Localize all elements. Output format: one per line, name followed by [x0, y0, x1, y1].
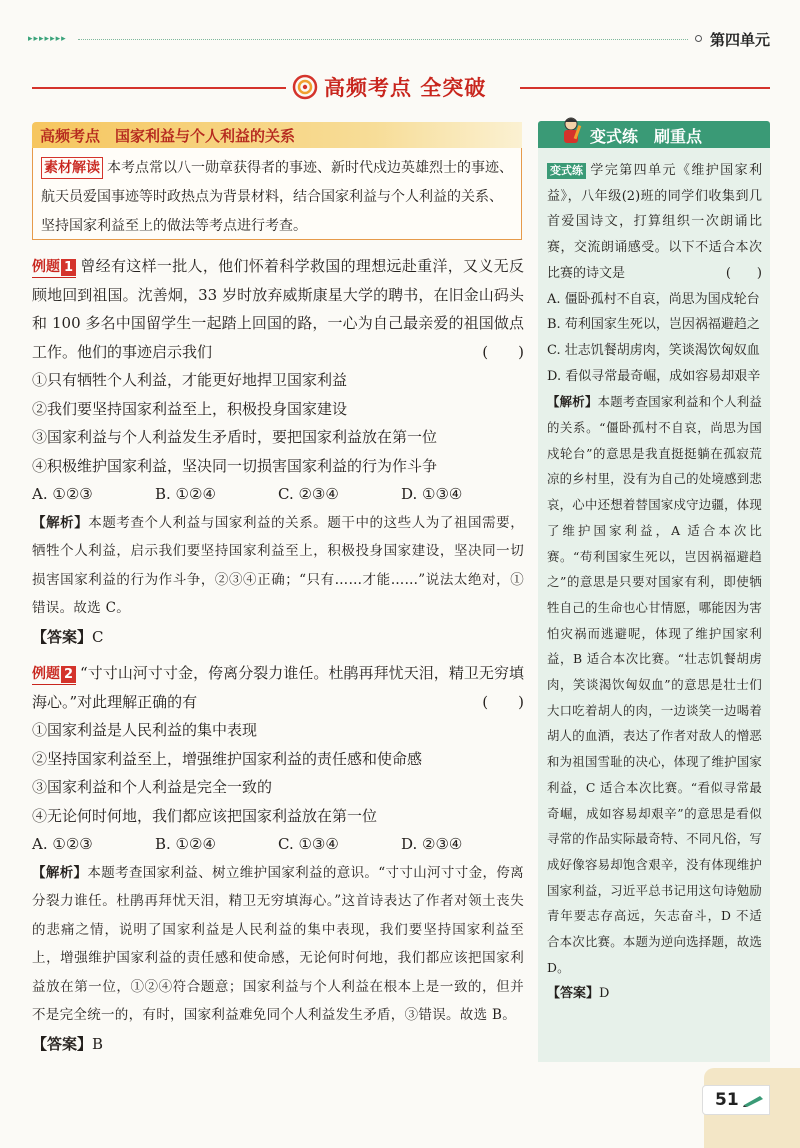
practice-tag: 变式练 — [547, 163, 586, 179]
example-2-options — [32, 830, 524, 859]
topic-title: 高频考点 国家利益与个人利益的关系 — [40, 127, 296, 145]
option-a: A. 僵卧孤村不自哀，尚思为国戍轮台 — [547, 291, 760, 307]
header-divider — [78, 39, 688, 40]
option-b: B. 苟利国家生死以，岂因祸福避趋之 — [547, 317, 760, 333]
option-b: B. ①②④ — [155, 485, 216, 503]
banner-rule-left — [32, 87, 286, 89]
list-item: ①只有牺牲个人利益，才能更好地捍卫国家利益 — [32, 371, 348, 389]
banner-rule-right — [520, 87, 770, 89]
unit-title: 第四单元 — [709, 31, 770, 49]
practice-title: 变式练 刷重点 — [590, 127, 703, 146]
option-c: C. ②③④ — [278, 485, 339, 503]
header-arrows: ▸▸▸▸▸▸▸ — [28, 34, 67, 44]
pencil-icon — [743, 1093, 765, 1107]
option-a: A. ①②③ — [32, 835, 93, 853]
practice-panel — [538, 148, 770, 1062]
practice-question: 变式练 学完第四单元《维护国家利益》，八年级(2)班的同学们收集到几首爱国诗文，打算组织一次朗诵比赛，交流朗诵感受。以下不适合本次比赛的诗文是 ( ) — [547, 158, 762, 287]
material-text: 本考点常以八一勋章获得者的事迹、新时代戍边英雄烈士的事迹、航天员爱国事迹等时政热点为背景材料，结合国家利益与个人利益的关系、坚持国家利益至上的做法等考点进行考查。 — [41, 160, 513, 234]
option-d: D. ②③④ — [401, 835, 463, 853]
material-tag: 素材解读 — [41, 157, 103, 179]
example-2-answer: 【答案】B — [32, 1034, 104, 1053]
topic-header — [32, 122, 522, 148]
banner-title: 高频考点 全突破 — [324, 76, 487, 100]
header-dot-icon — [695, 35, 702, 42]
answer-paren: ( ) — [725, 265, 762, 281]
example-1-analysis: 【解析】本题考查个人利益与国家利益的关系。题干中的这些人为了祖国需要，牺牲个人利益，启示我们要坚持国家利益至上，积极投身国家建设，坚决同一切损害国家利益的行为作斗争，②③④正确；“只有……才能……”说法太绝对，①错误。故选 C。 — [32, 514, 524, 616]
example-2-question: 例题 2 “寸寸山河寸寸金，侉离分裂力谁任。杜鹃再拜忧天泪，精卫无穷填海心。”对此理解正确的有 ( ) — [32, 659, 524, 716]
answer-paren: ( ) — [482, 342, 524, 361]
option-c: C. 壮志饥餐胡虏肉，笑谈渴饮匈奴血 — [547, 342, 760, 358]
answer-paren: ( ) — [482, 692, 524, 711]
student-icon — [556, 115, 586, 147]
option-a: A. ①②③ — [32, 485, 93, 503]
example-2-tag: 例题 2 — [32, 664, 76, 685]
practice-analysis: 【解析】本题考查国家利益和个人利益的关系。“僵卧孤村不自哀，尚思为国戍轮台”的意思是我直挺挺躺在孤寂荒凉的乡村里，没有为自己的处境感到悲哀，心中还想着替国家戍守边疆，体现了维护国家利益，A 适合本次比赛。“苟利国家生死以，岂因祸福避趋之”的意思是只要对国家有利，即使牺牲自己的生命也心甘情愿，哪能因为害怕灾祸而逃避呢，体现了维护国家利益，B 适合本次比赛。“壮志饥餐胡虏肉，笑谈渴饮匈奴血”的意思是壮士们大口吃着胡人的肉，一边谈笑一边喝着胡人的血酒，表达了作者对敌人的憎恶和为祖国雪耻的决心，体现了维护国家利益，C 适合本次比赛。“看似寻常最奇崛，成如容易却艰辛”的意思是看似寻常的作品实际最奇特、不同凡俗，写成好像容易却饱含艰辛，没有体现维护国家利益，习近平总书记用这句诗勉励青年要志存高远，矢志奋斗，D 不适合本次比赛。本题为逆向选择题，故选 D。 — [547, 394, 762, 975]
section-banner — [292, 70, 512, 104]
list-item: ③国家利益与个人利益发生矛盾时，要把国家利益放在第一位 — [32, 428, 438, 446]
example-1-question: 例题 1 曾经有这样一批人，他们怀着科学救国的理想远赴重洋，又义无反顾地回到祖国。沈善炯，33 岁时放弃威斯康星大学的聘书，在旧金山码头和 100 多名中国留学生一起踏上回国的路，一心为自己最亲爱的祖国做点工作。他们的事迹启示我们 ( ) — [32, 252, 524, 366]
list-item: ②我们要坚持国家利益至上，积极投身国家建设 — [32, 399, 348, 418]
list-item: ②坚持国家利益至上，增强维护国家利益的责任感和使命感 — [32, 749, 423, 768]
option-c: C. ①③④ — [278, 835, 339, 853]
option-b: B. ①②④ — [155, 835, 216, 853]
example-1-options — [32, 480, 524, 509]
target-icon — [292, 74, 318, 100]
example-1-answer: 【答案】C — [32, 627, 104, 646]
list-item: ④积极维护国家利益，坚决同一切损害国家利益的行为作斗争 — [32, 456, 438, 475]
list-item: ④无论何时何地，我们都应该把国家利益放在第一位 — [32, 806, 378, 825]
material-box — [32, 148, 522, 240]
practice-answer: 【答案】D — [547, 985, 610, 1001]
option-d: D. ①③④ — [401, 485, 463, 503]
list-item: ①国家利益是人民利益的集中表现 — [32, 721, 258, 739]
example-2-analysis: 【解析】本题考查国家利益、树立维护国家利益的意识。“寸寸山河寸寸金，侉离分裂力谁任。杜鹃再拜忧天泪，精卫无穷填海心。”这首诗表达了作者对领土丧失的悲痛之情，说明了国家利益是人民利益的集中表现，我们要坚持国家利益至上，增强维护国家利益的责任感和使命感，无论何时何地，我们都应该把国家利益放在第一位，①②④符合题意；国家利益与个人利益在根本上是一致的，但并不是完全统一的，有时，国家利益难免同个人利益发生矛盾，③错误。故选 B。 — [32, 864, 524, 1023]
option-d: D. 看似寻常最奇崛，成如容易却艰辛 — [547, 368, 761, 384]
page-number: 51 — [715, 1090, 739, 1110]
left-column — [32, 252, 524, 1058]
list-item: ③国家利益和个人利益是完全一致的 — [32, 778, 273, 796]
page-number-box — [702, 1085, 770, 1115]
example-1-tag: 例题 1 — [32, 257, 76, 278]
practice-header — [538, 121, 770, 148]
